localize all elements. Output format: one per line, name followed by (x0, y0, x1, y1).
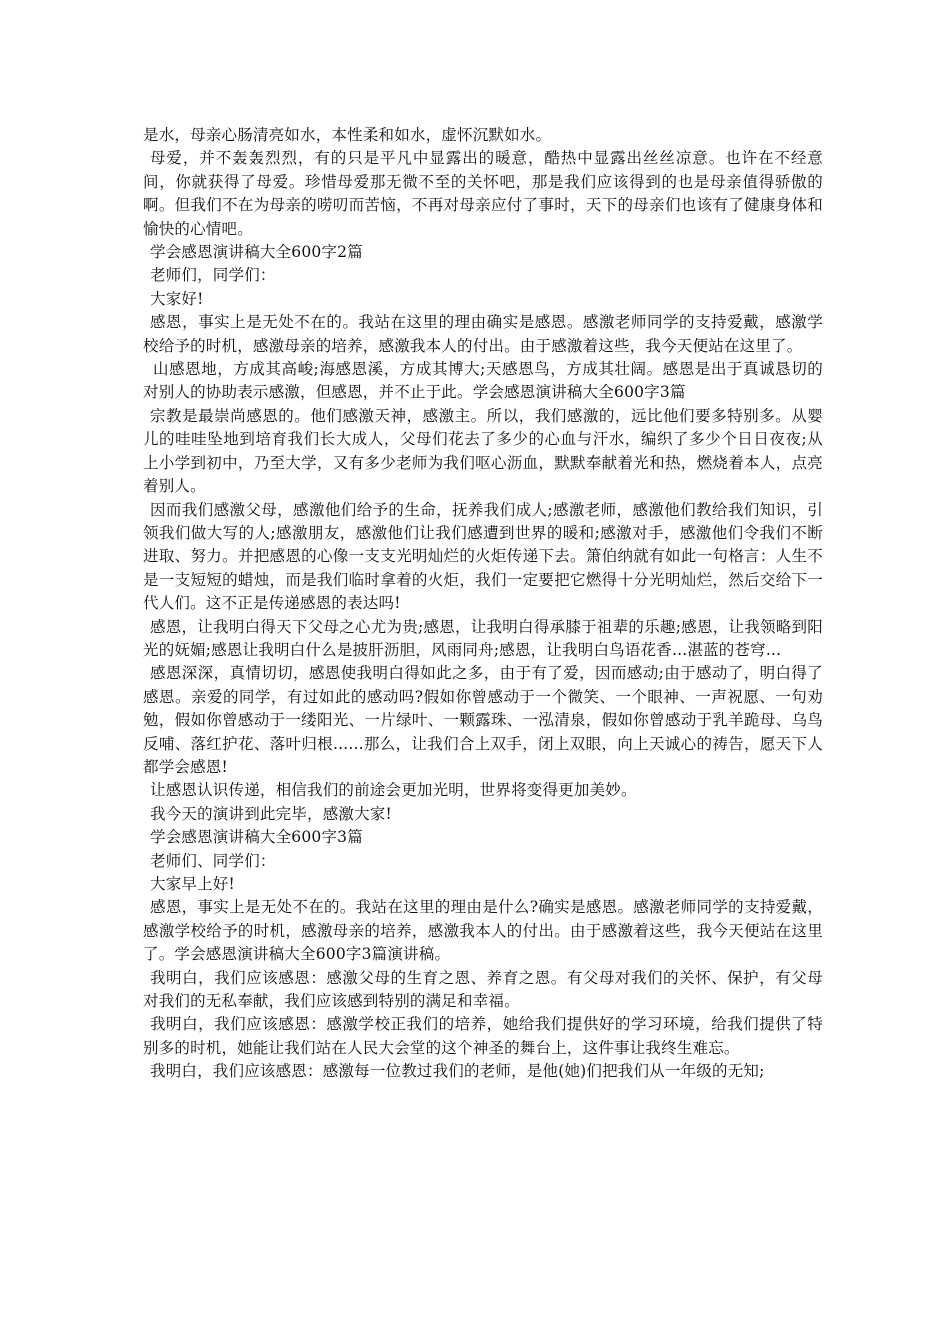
paragraph: 我明白，我们应该感恩：感激父母的生育之恩、养育之恩。有父母对我们的关怀、保护，有父母对我们的无私奉献，我们应该感到特别的满足和幸福。 (143, 968, 823, 1011)
document-page (143, 124, 823, 1084)
paragraph: 我明白，我们应该感恩：感激每一位教过我们的老师，是他(她)们把我们从一年级的无知; (150, 1062, 765, 1081)
salutation: 老师们，同学们： (150, 266, 276, 285)
paragraph: 山感恩地，方成其高峻;海感恩溪，方成其博大;天感恩鸟，方成其壮阔。感恩是出于真诚恳切的对别人的协助表示感激，但感恩，并不止于此。学会感恩演讲稿大全600字3篇 (143, 360, 823, 402)
paragraph: 感恩，事实上是无处不在的。我站在这里的理由确实是感恩。感激老师同学的支持爱戴，感激学校给予的时机，感激母亲的培养，感激我本人的付出。由于感激着这些，我今天便站在这里了。 (143, 313, 823, 355)
greeting: 大家早上好! (150, 875, 235, 893)
paragraph: 因而我们感激父母，感激他们给予的生命，抚养我们成人;感激老师，感激他们教给我们知识，引领我们做大写的人;感激朋友，感激他们让我们感遭到世界的暖和;感激对手，感激他们令我们不断进取、努力。并把感恩的心像一支支光明灿烂的火炬传递下去。箫伯纳就有如此一句格言：人生不是一支短短的蜡烛，而是我们临时拿着的火炬，我们一定要把它燃得十分光明灿烂，然后交给下一代人们。这不正是传递感恩的表达吗! (143, 500, 823, 613)
paragraph: 母爱，并不轰轰烈烈，有的只是平凡中显露出的暖意，酷热中显露出丝丝凉意。也许在不经意间，你就获得了母爱。珍惜母爱那无微不至的关怀吧，那是我们应该得到的也是母亲值得骄傲的啊。但我们不在为母亲的唠叨而苦恼，不再对母亲应付了事时，天下的母亲们也该有了健康身体和愉快的心情吧。 (143, 149, 823, 238)
paragraph: 我明白，我们应该感恩：感激学校正我们的培养，她给我们提供好的学习环境，给我们提供了特别多的时机，她能让我们站在人民大会堂的这个神圣的舞台上，这件事让我终生难忘。 (143, 1015, 823, 1057)
paragraph: 感恩，事实上是无处不在的。我站在这里的理由是什么?确实是感恩。感激老师同学的支持爱戴，感激学校给予的时机，感激母亲的培养，感激我本人的付出。由于感激着这些，我今天便站在这里了。学会感恩演讲稿大全600字3篇演讲稿。 (143, 898, 823, 964)
paragraph: 我今天的演讲到此完毕，感激大家! (150, 804, 392, 823)
paragraph: 是水，母亲心肠清亮如水，本性柔和如水，虚怀沉默如水。 (143, 126, 552, 144)
paragraph: 感恩，让我明白得天下父母之心尤为贵;感恩，让我明白得承膝于祖辈的乐趣;感恩，让我领略到阳光的妩媚;感恩让我明白什么是披肝沥胆，风雨同舟;感恩，让我明白鸟语花香...湛蓝的苍穹... (143, 617, 823, 659)
paragraph: 感恩深深，真情切切，感恩使我明白得如此之多，由于有了爱，因而感动;由于感动了，明白得了感恩。亲爱的同学，有过如此的感动吗?假如你曾感动于一个微笑、一个眼神、一声祝愿、一句劝勉，假如你曾感动于一缕阳光、一片绿叶、一颗露珠、一泓清泉，假如你曾感动于乳羊跪母、乌鸟反哺、落红护花、落叶归根......那么，让我们合上双手，闭上双眼，向上天诚心的祷告，愿天下人都学会感恩! (143, 664, 823, 776)
section-heading: 学会感恩演讲稿大全600字3篇 (150, 828, 363, 847)
salutation: 老师们、同学们： (150, 851, 276, 870)
paragraph: 让感恩认识传递，相信我们的前途会更加光明，世界将变得更加美妙。 (150, 781, 637, 800)
greeting: 大家好! (150, 289, 204, 308)
paragraph: 宗教是最崇尚感恩的。他们感激天神，感激主。所以，我们感激的，远比他们要多特别多。从婴儿的哇哇坠地到培育我们长大成人，父母们花去了多少的心血与汗水，编织了多少个日日夜夜;从上小学到初中，乃至大学，又有多少老师为我们呕心沥血，默默奉献着光和热，燃烧着本人，点亮着别人。 (143, 406, 823, 496)
section-heading: 学会感恩演讲稿大全600字2篇 (150, 243, 363, 262)
